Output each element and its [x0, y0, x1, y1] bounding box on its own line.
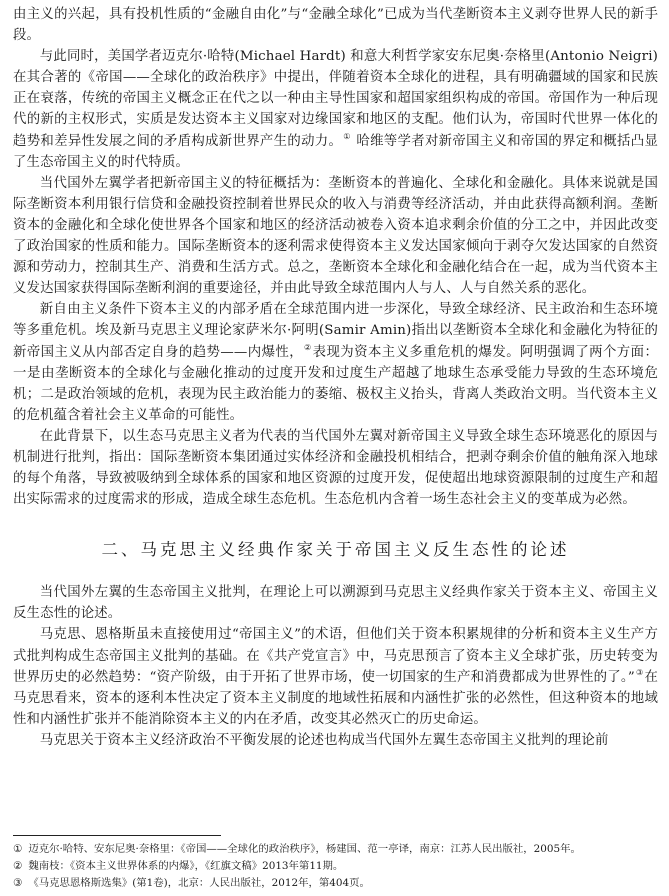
footnotes	[13, 841, 658, 891]
paragraph	[13, 582, 658, 624]
footnote	[13, 875, 658, 892]
footnote-reference[interactable]: ①	[343, 132, 351, 142]
paragraph	[13, 624, 658, 729]
paragraph	[13, 299, 658, 426]
paragraph	[13, 4, 658, 46]
paragraph-text: 新自由主义条件下资本主义的内部矛盾在全球范围内进一步深化，导致全球经济、民主政治和生态环境等多重危机。埃及新马克思主义理论家萨米尔·阿明(Samir Amin)指出以垄断资本全球化和金融化为特征的新帝国主义从内部否定自身的趋势——内爆性，	[13, 302, 658, 360]
paragraph-text: 马克思关于资本主义经济政治不平衡发展的论述也构成当代国外左翼生态帝国主义批判的理论前	[39, 732, 609, 748]
footnote-reference[interactable]: ③	[635, 668, 644, 678]
paragraph-text: 与此同时，美国学者迈克尔·哈特(Michael Hardt) 和意大利哲学家安东尼奥·奈格里(Antonio Neigri)在其合著的《帝国——全球化的政治秩序》中提出，伴随着资本全球化的进程，具有明确疆域的国家和民族正在衰落，传统的帝国主义概念正在代之以一种由主导性国家和超国家组织构成的帝国。帝国作为一种后现代的新的主权形式，实质是发达资本主义国家对边缘国家和地区的支配。他们认为，帝国时代世界一体化的趋势和差异性发展之间的矛盾构成新世界产生的动力。	[13, 49, 658, 149]
footnote	[13, 858, 658, 875]
paragraph-text: 在此背景下，以生态马克思主义者为代表的当代国外左翼对新帝国主义导致全球生态环境恶化的原因与机制进行批判，指出：国际垄断资本集团通过实体经济和金融投机相结合，把剥夺剩余价值的触角深入地球的每个角落，导致被吸纳到全球体系的国家和地区资源的过度开发，促使超出地球资源限制的过度生产和超出实际需求的过度需求的形成，造成全球生态危机。生态危机内含着一场生态社会主义的变革成为必然。	[13, 428, 658, 508]
footnote-mark: ①	[13, 843, 23, 855]
footnote-reference[interactable]: ②	[304, 343, 312, 353]
paragraph	[13, 46, 658, 173]
body-text-bottom	[13, 582, 658, 751]
body-text-top	[13, 4, 658, 510]
footnote	[13, 841, 658, 858]
paragraph	[13, 173, 658, 300]
paragraph-text: 由主义的兴起，具有投机性质的“金融自由化”与“金融全球化”已成为当代垄断资本主义剥夺世界人民的新手段。	[13, 7, 658, 44]
paragraph-text: 当代国外左翼的生态帝国主义批判，在理论上可以溯源到马克思主义经典作家关于资本主义、帝国主义反生态性的论述。	[13, 585, 658, 622]
footnote-mark: ②	[13, 859, 23, 872]
paragraph-text: 哈维等学者对新帝国主义和帝国的界定和概括凸显了生态帝国主义的时代特质。	[13, 133, 658, 170]
footnote-mark: ③	[13, 876, 23, 889]
footnote-text: 迈克尔·哈特、安东尼奥·奈格里：《帝国——全球化的政治秩序》，杨建国、范一亭译，南京：江苏人民出版社，2005年。	[28, 843, 581, 855]
paragraph-text: 在马克思看来，资本的逐利本性决定了资本主义制度的地域性拓展和内涵性扩张的必然性，但这种资本的地域性和内涵性扩张并不能消除资本主义的内在矛盾，改变其必然灭亡的历史命运。	[13, 669, 658, 727]
paragraph-text: 马克思、恩格斯虽未直接使用过“帝国主义”的术语，但他们关于资本积累规律的分析和资本主义生产方式批判构成生态帝国主义批判的基础。在《共产党宣言》中，马克思预言了资本主义全球扩张，历史转变为世界历史的必然趋势：“资产阶级，由于开拓了世界市场，使一切国家的生产和消费都成为世界性的了。”	[13, 627, 658, 685]
footnote-text: 魏南枝：《资本主义世界体系的内爆》，《红旗文稿》2013年第11期。	[28, 859, 344, 872]
section-heading: 二、马克思主义经典作家关于帝国主义反生态性的论述	[101, 540, 570, 560]
footnote-divider	[13, 835, 221, 836]
paragraph-text: 表现为资本主义多重危机的爆发。阿明强调了两个方面：一是由垄断资本的全球化与金融化推动的过度开发和过度生产超越了地球生态承受能力导致的生态环境危机；二是政治领域的危机，表现为民主政治能力的萎缩、极权主义抬头，背离人类政治文明。当代资本主义的危机蕴含着社会主义革命的可能性。	[13, 344, 658, 423]
article-page	[13, 4, 658, 751]
paragraph-text: 当代国外左翼学者把新帝国主义的特征概括为：垄断资本的普遍化、全球化和金融化。具体来说就是国际垄断资本利用银行信贷和金融投资控制着世界民众的收入与消费等经济活动，并由此获得高额利润。垄断资本的金融化和全球化使世界各个国家和地区的经济活动被卷入资本追求剩余价值的分工之中，并因此改变了政治国家的性质和能力。国际垄断资本的逐利需求使得资本主义发达国家倾向于剥夺欠发达国家的自然资源和劳动力，控制其生产、消费和生活方式。总之，垄断资本全球化和金融化结合在一起，成为当代资本主义发达国家获得国际垄断利润的重要途径，并由此导致全球范围内人与人、人与自然关系的恶化。	[13, 175, 658, 297]
paragraph	[13, 730, 658, 751]
footnote-text: 《马克思恩格斯选集》(第1卷)，北京：人民出版社，2012年，第404页。	[28, 876, 370, 889]
paragraph	[13, 426, 658, 510]
